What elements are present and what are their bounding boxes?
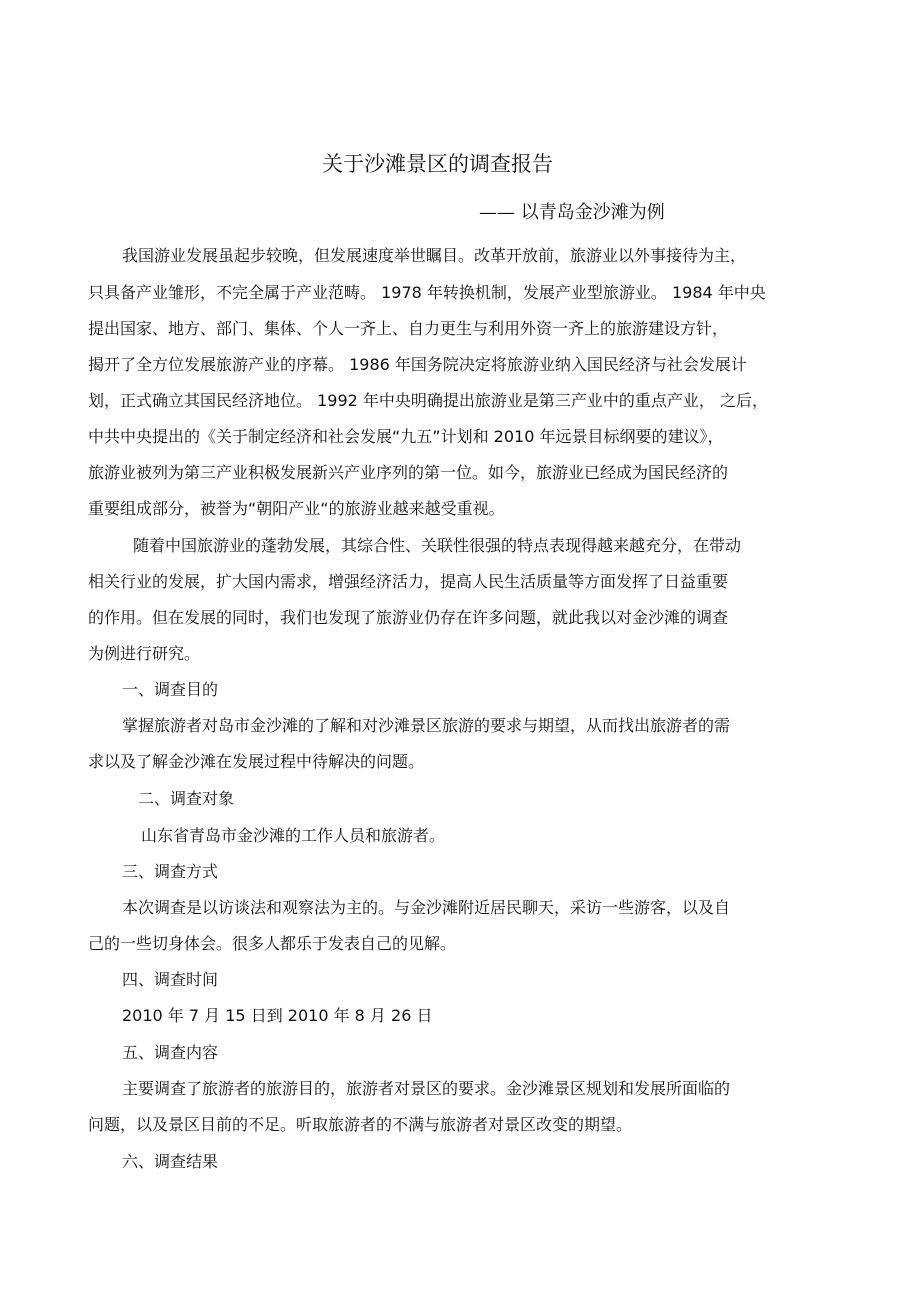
section-heading: 一、调查目的	[122, 680, 219, 699]
section-heading: 二、调查对象	[138, 789, 235, 808]
paragraph-line: 问题，以及景区目前的不足。听取旅游者的不满与旅游者对景区改变的期望。	[88, 1115, 633, 1134]
section-heading: 六、调查结果	[122, 1152, 219, 1171]
paragraph-line: 划，正式确立其国民经济地位。 1992 年中央明确提出旅游业是第三产业中的重点产业， 之后，	[88, 391, 768, 410]
paragraph-line: 提出国家、地方、部门、集体、个人一齐上、自力更生与利用外资一齐上的旅游建设方针，	[88, 319, 729, 338]
section-heading: 四、调查时间	[122, 970, 219, 989]
paragraph-line: 中共中央提出的《关于制定经济和社会发展“九五”计划和 2010 年远景目标纲要的建议》，	[88, 427, 724, 446]
paragraph-line: 主要调查了旅游者的旅游目的，旅游者对景区的要求。金沙滩景区规划和发展所面临的	[122, 1079, 731, 1098]
document-subtitle: —— 以青岛金沙滩为例	[479, 202, 665, 223]
section-heading: 五、调查内容	[122, 1043, 219, 1062]
paragraph-line: 重要组成部分，被誉为“朝阳产业“的旅游业越来越受重视。	[88, 499, 505, 518]
paragraph-line: 山东省青岛市金沙滩的工作人员和旅游者。	[141, 826, 446, 845]
paragraph-line: 旅游业被列为第三产业积极发展新兴产业序列的第一位。如今，旅游业已经成为国民经济的	[88, 463, 729, 482]
paragraph-line: 揭开了全方位发展旅游产业的序幕。 1986 年国务院决定将旅游业纳入国民经济与社会发展计	[88, 355, 747, 374]
paragraph-line: 2010 年 7 月 15 日到 2010 年 8 月 26 日	[122, 1006, 433, 1025]
paragraph-line: 本次调查是以访谈法和观察法为主的。与金沙滩附近居民聊天，采访一些游客，以及自	[122, 898, 731, 917]
paragraph-line: 的作用。但在发展的同时，我们也发现了旅游业仍存在许多问题，就此我以对金沙滩的调查	[88, 608, 729, 627]
paragraph-line: 掌握旅游者对岛市金沙滩的了解和对沙滩景区旅游的要求与期望，从而找出旅游者的需	[122, 716, 731, 735]
paragraph-line: 求以及了解金沙滩在发展过程中待解决的问题。	[88, 752, 425, 771]
paragraph-line: 己的一些切身体会。很多人都乐于发表自己的见解。	[88, 934, 457, 953]
section-heading: 三、调查方式	[122, 862, 219, 881]
paragraph-line: 为例进行研究。	[88, 644, 201, 663]
paragraph-line: 我国游业发展虽起步较晚，但发展速度举世瞩目。改革开放前，旅游业以外事接待为主，	[122, 246, 747, 265]
document-title: 关于沙滩景区的调查报告	[322, 152, 553, 176]
paragraph-line: 只具备产业雏形，不完全属于产业范畴。 1978 年转换机制，发展产业型旅游业。 1984 年中央	[88, 283, 766, 302]
paragraph-line: 随着中国旅游业的蓬勃发展，其综合性、关联性很强的特点表现得越来越充分，在带动	[133, 536, 742, 555]
paragraph-line: 相关行业的发展，扩大国内需求，增强经济活力，提高人民生活质量等方面发挥了日益重要	[88, 572, 729, 591]
